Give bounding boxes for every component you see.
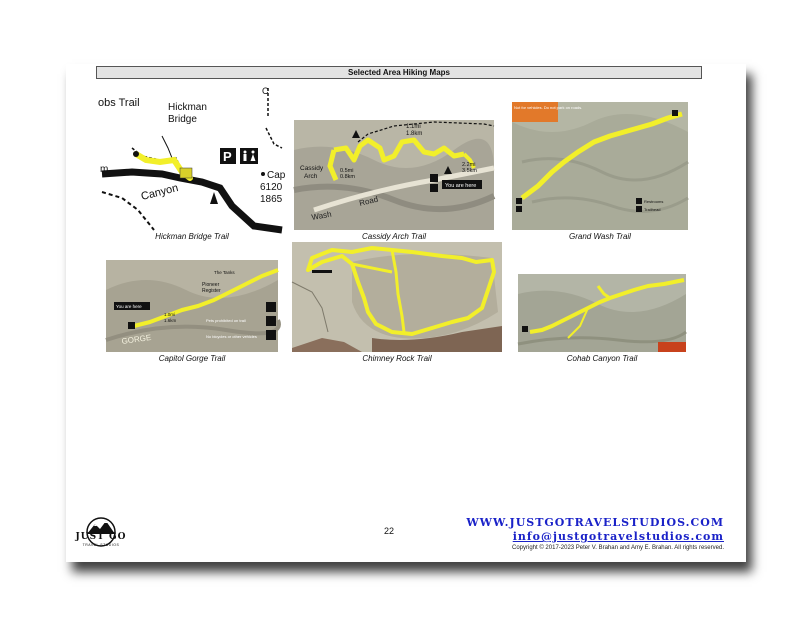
you-are-here-label-gorge: You are here — [116, 304, 142, 309]
chimney-rock-map — [292, 242, 502, 352]
dist-label-2a: 0.5mi — [340, 168, 354, 174]
dist-label-3b: 3.5km — [462, 168, 477, 174]
hickman-bridge-map — [98, 86, 286, 230]
warning-note: Not for vehicles. Do not park on roads. — [514, 105, 583, 110]
cohab-canyon-map — [518, 274, 686, 352]
dist-label-2b: 0.8km — [340, 174, 355, 180]
map-label-cassidy: Cassidy — [300, 165, 324, 172]
map-label-hickman: Hickman — [168, 102, 207, 113]
grand-wash-map-graphic — [512, 102, 688, 230]
capitol-gorge-map-graphic — [106, 260, 278, 352]
map-label-cap-top: C — [262, 86, 269, 96]
document-page — [66, 64, 746, 562]
map-label-elev2: 1865 — [260, 194, 283, 205]
dist-label-gorge-b: 1.6km — [164, 318, 177, 323]
legend-restrooms: Restrooms — [644, 199, 664, 204]
bikes-note: No bicycles or other vehicles — [206, 334, 257, 339]
map-label-road: Road — [358, 194, 380, 208]
cassidy-arch-map — [294, 120, 494, 230]
map-label-register: Register — [202, 288, 221, 294]
map-label-arch: Arch — [304, 173, 318, 180]
caption-capitol-gorge: Capitol Gorge Trail — [158, 354, 226, 363]
you-are-here-label: You are here — [445, 183, 477, 189]
parking-sign: P — [223, 149, 232, 164]
dist-label-3a: 2.2mi — [462, 162, 476, 168]
pets-note: Pets prohibited on trail — [206, 318, 246, 323]
logo-text: JUST GO — [75, 532, 127, 542]
map-label-tanks: The Tanks — [214, 270, 235, 275]
map-label-pioneer: Pioneer — [202, 282, 220, 288]
caption-cohab-canyon: Cohab Canyon Trail — [566, 354, 638, 363]
cassidy-arch-map-graphic — [294, 120, 494, 230]
dist-label-1a: 1.1mi — [406, 124, 421, 130]
map-label-gorge: GORGE — [121, 332, 152, 346]
caption-chimney-rock: Chimney Rock Trail — [362, 354, 432, 363]
map-label-canyon: Canyon — [139, 182, 180, 203]
section-header: Selected Area Hiking Maps — [96, 66, 702, 79]
page-number: 22 — [384, 526, 395, 536]
capitol-gorge-map — [106, 260, 278, 352]
map-label-wash: Wash — [310, 209, 333, 222]
map-label-m: m — [100, 164, 109, 175]
grand-wash-map — [512, 102, 688, 230]
chimney-rock-map-graphic — [292, 242, 502, 352]
map-label-bridge: Bridge — [168, 114, 197, 125]
map-label-cap: Cap — [267, 170, 286, 181]
copyright-notice: Copyright © 2017-2023 Peter V. Brahan and Amy E. Brahan. All rights reserved. — [512, 545, 724, 551]
caption-cassidy-arch: Cassidy Arch Trail — [361, 232, 426, 241]
website-link[interactable]: WWW.JUSTGOTRAVELSTUDIOS.COM — [466, 516, 724, 529]
caption-grand-wash: Grand Wash Trail — [569, 232, 631, 241]
dist-label-gorge-a: 1.0mi — [164, 312, 176, 317]
legend-trailhead: Trailhead — [644, 207, 661, 212]
map-label-elev1: 6120 — [260, 182, 283, 193]
dist-label-1b: 1.8km — [406, 131, 423, 137]
map-label-obs-trail: obs Trail — [98, 97, 140, 109]
logo-subtext: TRAVEL STUDIOS — [82, 543, 120, 547]
hickman-bridge-map-graphic — [98, 86, 286, 230]
cohab-canyon-map-graphic — [518, 274, 686, 352]
caption-hickman-bridge: Hickman Bridge Trail — [155, 232, 229, 241]
email-link[interactable]: info@justgotravelstudios.com — [512, 530, 724, 543]
